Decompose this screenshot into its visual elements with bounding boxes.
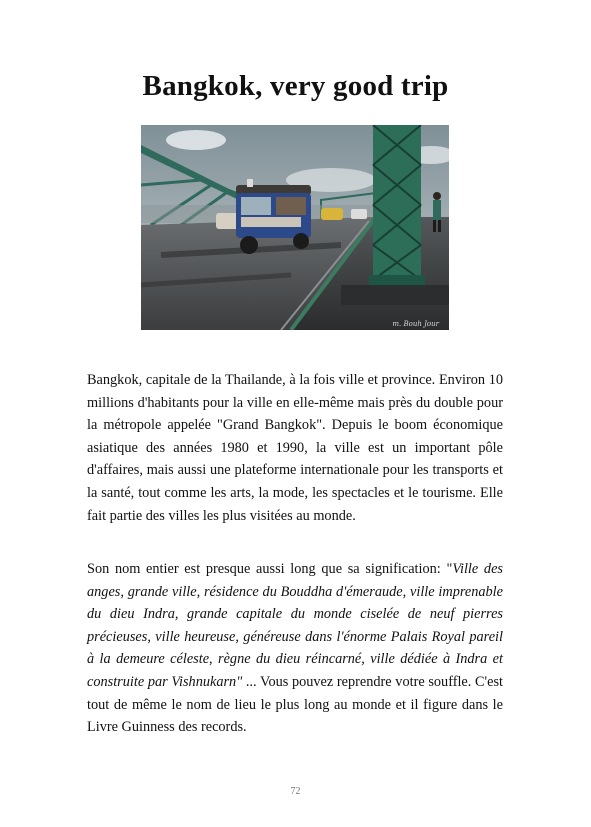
paragraph-intro: Bangkok, capitale de la Thailande, à la fois ville et province. Environ 10 millions d'habitants pour la ville en elle-même mais près du double pour la métropole appelée "Grand Bangkok". Depuis le boom économique asiatique des années 1980 et 1990, la ville est un important pôle d'affaires, mais aussi une plateforme internationale pour les transports et la santé, tout comme les arts, la mode, les spectacles et le tourisme. Elle fait partie des villes les plus visitées au monde.: [87, 372, 503, 524]
paragraph-name-intro: Son nom entier est presque aussi long que sa signification: ": [87, 561, 453, 577]
page-number: 72: [290, 786, 301, 797]
paragraph-name-quote: Ville des anges, grande ville, résidence du Bouddha d'émeraude, ville imprenable du dieu Indra, grande capitale du monde ciselée de neuf pierres précieuses, ville heureuse, généreuse dans l'énorme Palais Royal pareil à la demeure céleste, règne du dieu réincarné, ville dédiée à Indra et construite par Vishnukarn": [87, 561, 503, 690]
page-title: Bangkok, very good trip: [142, 70, 449, 102]
paragraph-name-meaning: [87, 558, 503, 739]
photo-watermark: m. Bouh Jour: [392, 320, 439, 328]
bangkok-tuktuk-photo: [141, 125, 449, 330]
paragraph-name-outro: ... Vous pouvez reprendre votre souffle. C'est tout de même le nom de lieu le plus long au monde et il figure dans le Livre Guinness des records.: [87, 673, 503, 736]
